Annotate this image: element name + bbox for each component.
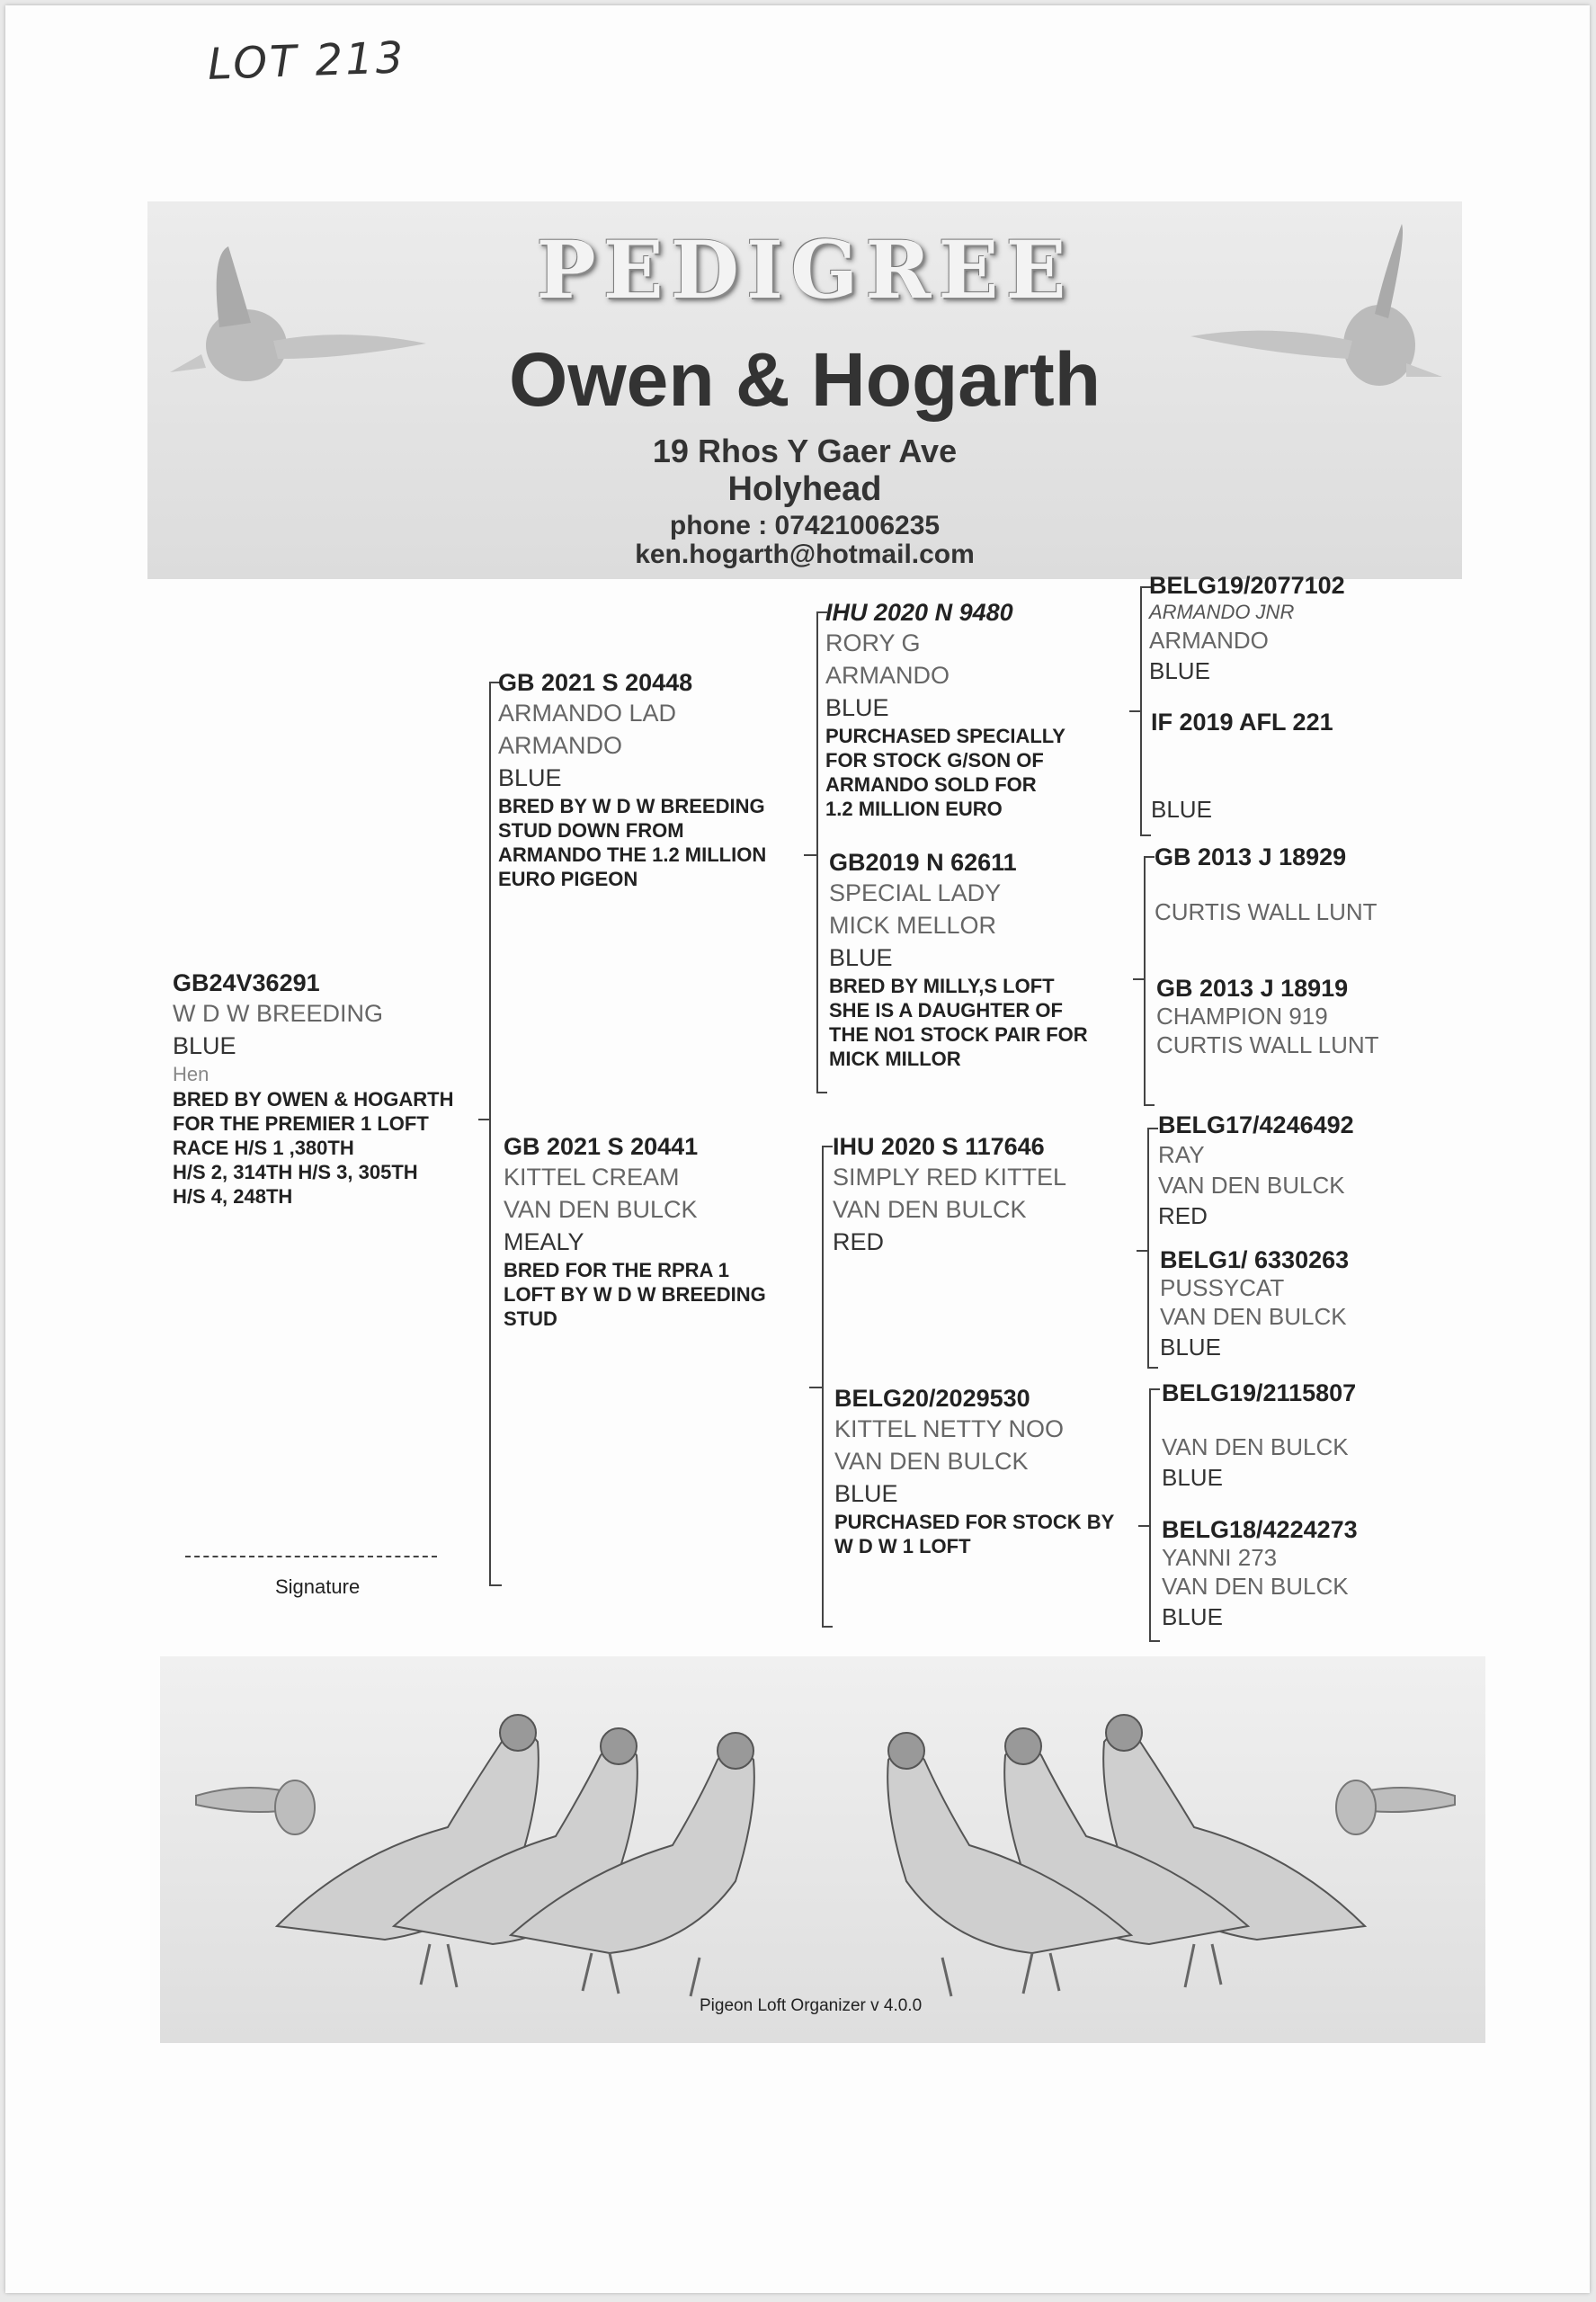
sss-ring: BELG19/2077102 [1149,572,1345,599]
sire-note: BRED BY W D W BREEDING [498,795,765,817]
dd-note: PURCHASED FOR STOCK BY [834,1511,1115,1533]
bracket-tick [489,1584,502,1586]
dd-line2: VAN DEN BULCK [834,1448,1029,1475]
dd-ring: BELG20/2029530 [834,1385,1030,1412]
dam-dam-bird [834,1385,1114,1558]
dd-colour: BLUE [834,1480,898,1507]
phone-number: phone : 07421006235 [669,511,941,540]
bracket-sd-parents [1144,856,1146,1104]
pedigree-title: PEDIGREE [536,223,1074,317]
dds-bird [1162,1379,1356,1407]
dds-line2: VAN DEN BULCK [1162,1433,1349,1460]
pigeons-illustration-icon [160,1656,1485,2043]
ds-colour: RED [833,1228,885,1255]
handwritten-lot-number: LOT 213 [207,32,407,90]
sds-line2: CURTIS WALL LUNT [1155,898,1378,925]
dsd-ring: BELG1/ 6330263 [1160,1246,1350,1273]
bracket-tick [1144,856,1155,858]
bracket-tick [816,1092,827,1093]
bracket-tick [1137,1250,1147,1252]
ddd-colour: BLUE [1162,1603,1223,1630]
dam-colour: MEALY [504,1228,584,1255]
dsd-colour: BLUE [1160,1334,1221,1361]
ds-ring: IHU 2020 S 117646 [833,1133,1045,1160]
bracket-tick [1149,1388,1160,1390]
sdd-line2: CURTIS WALL LUNT [1156,1031,1379,1058]
sire-ring: GB 2021 S 20448 [498,669,693,696]
bracket-tick [1138,1525,1149,1527]
bracket-dam-parents [822,1146,824,1626]
subject-note: BRED BY OWEN & HOGARTH [173,1088,454,1111]
sdd-bird [1156,975,1379,1060]
dss-colour: RED [1158,1202,1208,1229]
address-line-1: 19 Rhos Y Gaer Ave [652,433,958,469]
dam-note: LOFT BY W D W BREEDING [504,1283,766,1306]
subject-note: FOR THE PREMIER 1 LOFT [173,1112,429,1135]
bracket-sire-parents [816,611,818,1092]
sss-name: ARMANDO JNR [1149,601,1295,623]
dsd-line2: VAN DEN BULCK [1160,1303,1347,1330]
subject-sex: Hen [173,1063,210,1085]
bracket-tick [1133,978,1144,980]
dss-ring: BELG17/4246492 [1158,1111,1354,1138]
dam-line2: VAN DEN BULCK [504,1196,698,1223]
bracket-tick [1147,1367,1158,1369]
subject-note: H/S 4, 248TH [173,1185,293,1208]
sdd-name: CHAMPION 919 [1156,1003,1328,1030]
ssd-bird [1151,709,1333,736]
ss-ring: IHU 2020 N 9480 [825,599,1013,626]
sd-note: BRED BY MILLY,S LOFT [829,975,1055,997]
owner-name: Owen & Hogarth [508,337,1101,422]
sds-ring: GB 2013 J 18929 [1155,843,1347,870]
dsd-name: PUSSYCAT [1160,1274,1285,1301]
dam-ring: GB 2021 S 20441 [504,1133,699,1160]
bracket-tick [822,1146,833,1147]
header-banner [147,201,1462,579]
software-credit: Pigeon Loft Organizer v 4.0.0 [700,1996,923,2015]
ssd-ring: IF 2019 AFL 221 [1151,709,1333,736]
ssd-colour: BLUE [1151,796,1212,823]
ss-colour: BLUE [825,694,889,721]
dds-ring: BELG19/2115807 [1162,1379,1357,1406]
sdd-ring: GB 2013 J 18919 [1156,975,1349,1002]
sd-line2: MICK MELLOR [829,912,997,939]
email-address: ken.hogarth@hotmail.com [635,540,975,569]
sire-name: ARMANDO LAD [498,700,677,727]
sire-note: ARMANDO THE 1.2 MILLION [498,843,767,866]
sss-colour: BLUE [1149,657,1210,684]
sd-ring: GB2019 N 62611 [829,849,1017,876]
bracket-ds-parents [1147,1128,1149,1367]
ds-name: SIMPLY RED KITTEL [833,1164,1067,1191]
bracket-tick [1140,834,1151,836]
sire-dam-bird [829,849,1088,1071]
dam-note: BRED FOR THE RPRA 1 [504,1259,729,1281]
signature-label: Signature [275,1575,361,1598]
ss-note: ARMANDO SOLD FOR [825,773,1037,796]
bracket-tick [809,1387,822,1388]
sd-name: SPECIAL LADY [829,879,1002,906]
dd-name: KITTEL NETTY NOO [834,1415,1065,1442]
sd-note: THE NO1 STOCK PAIR FOR [829,1023,1088,1046]
dam-note: STUD [504,1307,557,1330]
bracket-dd-parents [1149,1388,1151,1640]
sd-note: SHE IS A DAUGHTER OF [829,999,1063,1022]
ds-line2: VAN DEN BULCK [833,1196,1027,1223]
bracket-tick [1129,710,1140,712]
dd-note: W D W 1 LOFT [834,1535,971,1557]
subject-ring: GB24V36291 [173,969,320,996]
ddd-bird [1162,1516,1358,1632]
bracket-tick [822,1626,833,1628]
bracket-tick [1144,1104,1155,1106]
bracket-tick [478,1119,489,1120]
ss-name: RORY G [825,629,921,656]
bracket-tick [804,854,816,856]
ss-line2: ARMANDO [825,662,950,689]
dam-sire-bird [833,1133,1066,1258]
subject-bird [173,969,454,1209]
dsd-bird [1160,1246,1349,1362]
sd-colour: BLUE [829,944,893,971]
sd-note: MICK MILLOR [829,1048,961,1070]
dss-line2: VAN DEN BULCK [1158,1172,1345,1199]
sire-note: EURO PIGEON [498,868,638,890]
subject-note: H/S 2, 314TH H/S 3, 305TH [173,1161,418,1183]
dss-bird [1158,1111,1354,1231]
subject-name: W D W BREEDING [173,1000,383,1027]
bracket-ss-parents [1140,586,1142,834]
subject-colour: BLUE [173,1032,236,1059]
dds-details [1162,1432,1349,1493]
sds-bird [1155,843,1346,871]
ddd-ring: BELG18/4224273 [1162,1516,1358,1543]
dam-name: KITTEL CREAM [504,1164,680,1191]
sss-line2: ARMANDO [1149,627,1269,654]
subject-note: RACE H/S 1 ,380TH [173,1137,354,1159]
sire-colour: BLUE [498,764,562,791]
dam-bird [504,1133,766,1331]
sire-bird [498,669,766,891]
ddd-name: YANNI 273 [1162,1544,1278,1571]
footer-banner [160,1656,1485,2043]
bracket-tick [1149,1640,1160,1642]
signature-line [185,1556,437,1557]
sire-sire-bird [825,599,1065,821]
ss-note: FOR STOCK G/SON OF [825,749,1044,772]
pedigree-sheet [5,5,1590,2293]
address-line-2: Holyhead [727,470,882,508]
sire-note: STUD DOWN FROM [498,819,684,842]
ss-note: 1.2 MILLION EURO [825,798,1003,820]
dss-name: RAY [1158,1141,1205,1168]
ss-note: PURCHASED SPECIALLY [825,725,1065,747]
sss-bird [1149,572,1345,686]
ddd-line2: VAN DEN BULCK [1162,1573,1349,1600]
bracket-tick [1147,1128,1158,1129]
dds-colour: BLUE [1162,1464,1223,1491]
bracket-parents [489,682,491,1584]
sire-line2: ARMANDO [498,732,623,759]
